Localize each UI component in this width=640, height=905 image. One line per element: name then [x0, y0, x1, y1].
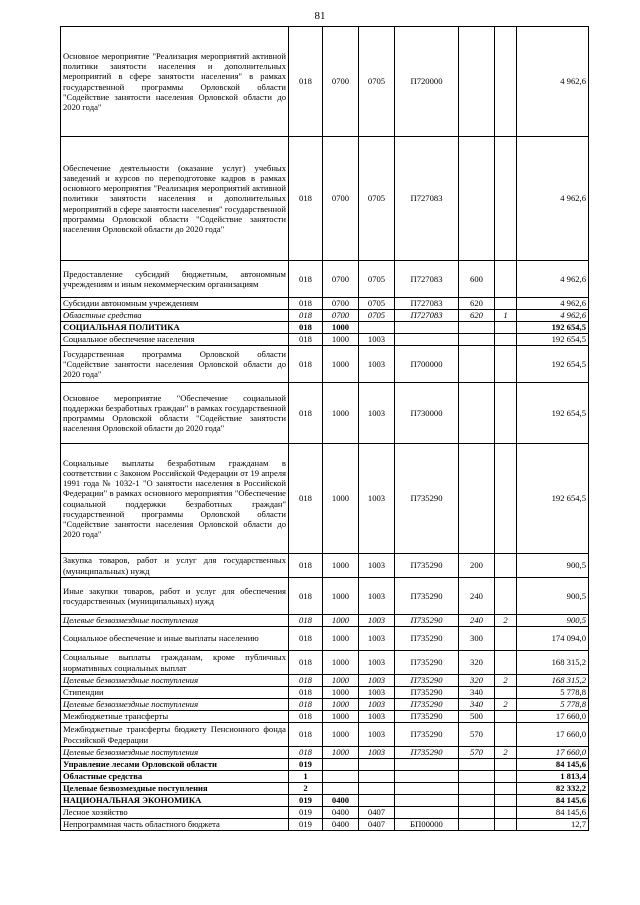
row-funding-source — [495, 322, 517, 334]
row-subsection-code: 0705 — [359, 298, 395, 310]
row-expense-type: 600 — [459, 261, 495, 298]
row-expense-type: 500 — [459, 711, 495, 723]
row-section-code: 0400 — [323, 819, 359, 831]
row-ved-code: 018 — [289, 298, 323, 310]
row-ved-code: 018 — [289, 346, 323, 383]
row-amount: 192 654,5 — [517, 334, 589, 346]
table-row — [61, 298, 589, 310]
row-ved-code: 2 — [289, 783, 323, 795]
row-ved-code: 018 — [289, 651, 323, 675]
row-section-code: 1000 — [323, 723, 359, 747]
row-funding-source — [495, 771, 517, 783]
row-target-article: П735290 — [395, 615, 459, 627]
row-name: Целевые безвозмездные поступления — [61, 699, 289, 711]
row-subsection-code: 1003 — [359, 711, 395, 723]
row-amount: 4 962,6 — [517, 261, 589, 298]
row-funding-source — [495, 819, 517, 831]
row-subsection-code — [359, 795, 395, 807]
row-name: Непрограммная часть областного бюджета — [61, 819, 289, 831]
row-amount: 5 778,8 — [517, 699, 589, 711]
row-funding-source: 2 — [495, 699, 517, 711]
row-ved-code: 018 — [289, 322, 323, 334]
row-target-article: П735290 — [395, 747, 459, 759]
row-expense-type — [459, 137, 495, 261]
row-section-code: 1000 — [323, 322, 359, 334]
row-ved-code: 018 — [289, 723, 323, 747]
row-section-code: 0700 — [323, 261, 359, 298]
row-subsection-code: 1003 — [359, 334, 395, 346]
row-subsection-code: 1003 — [359, 383, 395, 444]
table-row — [61, 627, 589, 651]
row-amount: 900,5 — [517, 615, 589, 627]
row-name: Областные средства — [61, 310, 289, 322]
row-ved-code: 1 — [289, 771, 323, 783]
row-funding-source: 1 — [495, 310, 517, 322]
table-row — [61, 771, 589, 783]
row-ved-code: 018 — [289, 615, 323, 627]
row-amount: 4 962,6 — [517, 310, 589, 322]
row-funding-source — [495, 627, 517, 651]
row-subsection-code: 1003 — [359, 675, 395, 687]
row-subsection-code: 1003 — [359, 747, 395, 759]
row-expense-type: 620 — [459, 298, 495, 310]
row-funding-source — [495, 807, 517, 819]
row-section-code: 1000 — [323, 699, 359, 711]
row-subsection-code: 1003 — [359, 699, 395, 711]
row-expense-type: 240 — [459, 615, 495, 627]
row-amount: 4 962,6 — [517, 298, 589, 310]
row-funding-source — [495, 554, 517, 578]
row-name: Областные средства — [61, 771, 289, 783]
row-name: Целевые безвозмездные поступления — [61, 615, 289, 627]
table-row — [61, 554, 589, 578]
row-amount: 192 654,5 — [517, 444, 589, 554]
row-amount: 168 315,2 — [517, 651, 589, 675]
row-section-code — [323, 759, 359, 771]
row-section-code: 1000 — [323, 651, 359, 675]
table-row — [61, 759, 589, 771]
row-amount: 5 778,8 — [517, 687, 589, 699]
row-section-code — [323, 783, 359, 795]
row-ved-code: 018 — [289, 261, 323, 298]
row-amount: 84 145,6 — [517, 807, 589, 819]
row-ved-code: 019 — [289, 795, 323, 807]
row-target-article: П700000 — [395, 346, 459, 383]
row-expense-type — [459, 795, 495, 807]
row-expense-type — [459, 819, 495, 831]
row-funding-source — [495, 578, 517, 615]
table-row — [61, 699, 589, 711]
row-ved-code: 019 — [289, 759, 323, 771]
row-expense-type: 570 — [459, 747, 495, 759]
row-amount: 17 660,0 — [517, 723, 589, 747]
row-name: Целевые безвозмездные поступления — [61, 675, 289, 687]
row-subsection-code — [359, 771, 395, 783]
row-section-code: 1000 — [323, 334, 359, 346]
row-funding-source — [495, 27, 517, 137]
row-target-article: П735290 — [395, 444, 459, 554]
row-subsection-code: 0705 — [359, 27, 395, 137]
row-target-article: П727083 — [395, 310, 459, 322]
row-ved-code: 018 — [289, 675, 323, 687]
row-name: Социальные выплаты гражданам, кроме публичных нормативных социальных выплат — [61, 651, 289, 675]
row-funding-source — [495, 795, 517, 807]
table-row — [61, 444, 589, 554]
row-ved-code: 018 — [289, 27, 323, 137]
row-expense-type — [459, 322, 495, 334]
row-expense-type — [459, 444, 495, 554]
table-row — [61, 675, 589, 687]
row-name: Целевые безвозмездные поступления — [61, 783, 289, 795]
row-name: Межбюджетные трансферты бюджету Пенсионного фонда Российской Федерации — [61, 723, 289, 747]
row-ved-code: 018 — [289, 627, 323, 651]
table-row — [61, 383, 589, 444]
row-subsection-code — [359, 759, 395, 771]
row-target-article — [395, 771, 459, 783]
row-expense-type — [459, 771, 495, 783]
row-target-article: П735290 — [395, 627, 459, 651]
row-section-code: 1000 — [323, 711, 359, 723]
row-expense-type: 620 — [459, 310, 495, 322]
row-name: Управление лесами Орловской области — [61, 759, 289, 771]
row-subsection-code: 1003 — [359, 615, 395, 627]
row-expense-type — [459, 334, 495, 346]
row-subsection-code: 1003 — [359, 687, 395, 699]
row-amount: 17 660,0 — [517, 711, 589, 723]
row-ved-code: 018 — [289, 699, 323, 711]
row-ved-code: 018 — [289, 687, 323, 699]
table-row — [61, 334, 589, 346]
row-subsection-code: 1003 — [359, 627, 395, 651]
row-section-code: 1000 — [323, 346, 359, 383]
row-ved-code: 018 — [289, 747, 323, 759]
row-expense-type — [459, 759, 495, 771]
row-funding-source — [495, 711, 517, 723]
row-name: Лесное хозяйство — [61, 807, 289, 819]
table-row — [61, 747, 589, 759]
row-expense-type: 300 — [459, 627, 495, 651]
row-subsection-code — [359, 322, 395, 334]
row-amount: 4 962,6 — [517, 27, 589, 137]
row-name: Стипендии — [61, 687, 289, 699]
row-expense-type — [459, 27, 495, 137]
row-section-code: 1000 — [323, 615, 359, 627]
table-row — [61, 807, 589, 819]
row-name: Социальные выплаты безработным гражданам в соответствии с Законом Российской Федерации от 19 апреля 1991 года № 1032-1 "О занятости населения в Российской Федерации" в рамках основного мероприятия "Обеспечение социальной поддержки безработных граждан" государственной программы Орловской области "Содействие занятости населения Орловской области до 2020 года" — [61, 444, 289, 554]
row-ved-code: 018 — [289, 711, 323, 723]
row-section-code: 1000 — [323, 675, 359, 687]
row-amount: 84 145,6 — [517, 759, 589, 771]
row-target-article: П727083 — [395, 298, 459, 310]
row-section-code — [323, 771, 359, 783]
row-name: Межбюджетные трансферты — [61, 711, 289, 723]
row-expense-type: 570 — [459, 723, 495, 747]
row-target-article: П727083 — [395, 261, 459, 298]
row-amount: 1 813,4 — [517, 771, 589, 783]
budget-table — [60, 26, 589, 831]
row-funding-source — [495, 444, 517, 554]
row-funding-source — [495, 137, 517, 261]
row-subsection-code: 1003 — [359, 723, 395, 747]
row-funding-source — [495, 783, 517, 795]
row-funding-source: 2 — [495, 747, 517, 759]
row-ved-code: 019 — [289, 819, 323, 831]
table-row — [61, 261, 589, 298]
row-funding-source — [495, 334, 517, 346]
row-target-article: П735290 — [395, 699, 459, 711]
table-row — [61, 723, 589, 747]
row-amount: 82 332,2 — [517, 783, 589, 795]
row-name: Субсидии автономным учреждениям — [61, 298, 289, 310]
row-target-article — [395, 807, 459, 819]
row-section-code: 1000 — [323, 627, 359, 651]
table-row — [61, 783, 589, 795]
table-row — [61, 137, 589, 261]
row-expense-type: 320 — [459, 675, 495, 687]
row-amount: 12,7 — [517, 819, 589, 831]
row-section-code: 0700 — [323, 298, 359, 310]
row-name: НАЦИОНАЛЬНАЯ ЭКОНОМИКА — [61, 795, 289, 807]
row-funding-source — [495, 687, 517, 699]
row-name: Государственная программа Орловской области "Содействие занятости населения Орловской области до 2020 года" — [61, 346, 289, 383]
page-number: 81 — [314, 10, 326, 22]
row-section-code: 1000 — [323, 444, 359, 554]
row-name: Основное мероприятие "Обеспечение социальной поддержки безработных граждан" в рамках государственной программы Орловской области "Содействие занятости населения Орловской области до 2020 года" — [61, 383, 289, 444]
row-ved-code: 018 — [289, 578, 323, 615]
row-amount: 17 660,0 — [517, 747, 589, 759]
row-expense-type: 340 — [459, 687, 495, 699]
row-target-article — [395, 759, 459, 771]
row-subsection-code: 0705 — [359, 261, 395, 298]
row-target-article — [395, 783, 459, 795]
row-target-article: БП00000 — [395, 819, 459, 831]
row-target-article: П735290 — [395, 651, 459, 675]
row-funding-source — [495, 298, 517, 310]
row-target-article: П727083 — [395, 137, 459, 261]
row-amount: 4 962,6 — [517, 137, 589, 261]
row-ved-code: 018 — [289, 554, 323, 578]
row-name: Основное мероприятие "Реализация мероприятий активной политики занятости населения и дополнительных мероприятий в сфере занятости населения" в рамках государственной программы Орловской области "Содействие занятости населения Орловской области до 2020 года" — [61, 27, 289, 137]
table-row — [61, 687, 589, 699]
row-target-article: П735290 — [395, 578, 459, 615]
row-target-article: П720000 — [395, 27, 459, 137]
table-row — [61, 27, 589, 137]
row-name: Обеспечение деятельности (оказание услуг) учебных заведений и курсов по переподготовке кадров в рамках основного мероприятия "Реализация мероприятий активной политики занятости населения и дополнительных мероприятий в сфере занятости населения" государственной программы Орловской области "Содействие занятости населения Орловской области до 2020 года" — [61, 137, 289, 261]
row-section-code: 0700 — [323, 27, 359, 137]
row-section-code: 1000 — [323, 578, 359, 615]
row-name: Иные закупки товаров, работ и услуг для обеспечения государственных (муниципальных) нужд — [61, 578, 289, 615]
row-target-article: П735290 — [395, 723, 459, 747]
row-subsection-code: 0705 — [359, 137, 395, 261]
row-funding-source — [495, 261, 517, 298]
row-target-article: П735290 — [395, 554, 459, 578]
row-target-article: П735290 — [395, 711, 459, 723]
row-ved-code: 018 — [289, 137, 323, 261]
table-row — [61, 310, 589, 322]
row-amount: 900,5 — [517, 554, 589, 578]
row-amount: 192 654,5 — [517, 322, 589, 334]
row-subsection-code: 0407 — [359, 807, 395, 819]
row-subsection-code: 1003 — [359, 554, 395, 578]
row-ved-code: 018 — [289, 383, 323, 444]
row-subsection-code: 1003 — [359, 444, 395, 554]
row-amount: 900,5 — [517, 578, 589, 615]
row-ved-code: 018 — [289, 334, 323, 346]
row-target-article — [395, 322, 459, 334]
table-row — [61, 615, 589, 627]
row-amount: 168 315,2 — [517, 675, 589, 687]
row-target-article: П735290 — [395, 675, 459, 687]
row-funding-source — [495, 651, 517, 675]
row-name: СОЦИАЛЬНАЯ ПОЛИТИКА — [61, 322, 289, 334]
table-row — [61, 711, 589, 723]
row-target-article: П730000 — [395, 383, 459, 444]
row-expense-type — [459, 346, 495, 383]
row-name: Социальное обеспечение населения — [61, 334, 289, 346]
table-row — [61, 346, 589, 383]
row-expense-type: 200 — [459, 554, 495, 578]
row-expense-type — [459, 383, 495, 444]
row-name: Целевые безвозмездные поступления — [61, 747, 289, 759]
row-expense-type — [459, 807, 495, 819]
table-row — [61, 651, 589, 675]
row-subsection-code: 1003 — [359, 346, 395, 383]
row-amount: 84 145,6 — [517, 795, 589, 807]
row-section-code: 1000 — [323, 383, 359, 444]
row-ved-code: 018 — [289, 444, 323, 554]
row-amount: 192 654,5 — [517, 383, 589, 444]
row-expense-type: 240 — [459, 578, 495, 615]
row-amount: 192 654,5 — [517, 346, 589, 383]
row-funding-source — [495, 723, 517, 747]
row-target-article: П735290 — [395, 687, 459, 699]
row-target-article — [395, 795, 459, 807]
row-section-code: 0400 — [323, 795, 359, 807]
row-funding-source — [495, 383, 517, 444]
row-expense-type — [459, 783, 495, 795]
row-subsection-code: 0407 — [359, 819, 395, 831]
row-name: Социальное обеспечение и иные выплаты населению — [61, 627, 289, 651]
row-funding-source: 2 — [495, 675, 517, 687]
row-name: Закупка товаров, работ и услуг для государственных (муниципальных) нужд — [61, 554, 289, 578]
row-funding-source — [495, 346, 517, 383]
table-row — [61, 578, 589, 615]
row-subsection-code — [359, 783, 395, 795]
row-amount: 174 094,0 — [517, 627, 589, 651]
row-subsection-code: 0705 — [359, 310, 395, 322]
row-expense-type: 340 — [459, 699, 495, 711]
table-row — [61, 795, 589, 807]
row-funding-source: 2 — [495, 615, 517, 627]
row-ved-code: 018 — [289, 310, 323, 322]
row-section-code: 0700 — [323, 137, 359, 261]
row-name: Предоставление субсидий бюджетным, автономным учреждениям и иным некоммерческим организациям — [61, 261, 289, 298]
table-row — [61, 322, 589, 334]
row-section-code: 1000 — [323, 687, 359, 699]
row-section-code: 1000 — [323, 554, 359, 578]
row-target-article — [395, 334, 459, 346]
row-ved-code: 019 — [289, 807, 323, 819]
row-funding-source — [495, 759, 517, 771]
row-section-code: 0400 — [323, 807, 359, 819]
row-section-code: 0700 — [323, 310, 359, 322]
table-row — [61, 819, 589, 831]
row-subsection-code: 1003 — [359, 578, 395, 615]
row-subsection-code: 1003 — [359, 651, 395, 675]
row-section-code: 1000 — [323, 747, 359, 759]
row-expense-type: 320 — [459, 651, 495, 675]
